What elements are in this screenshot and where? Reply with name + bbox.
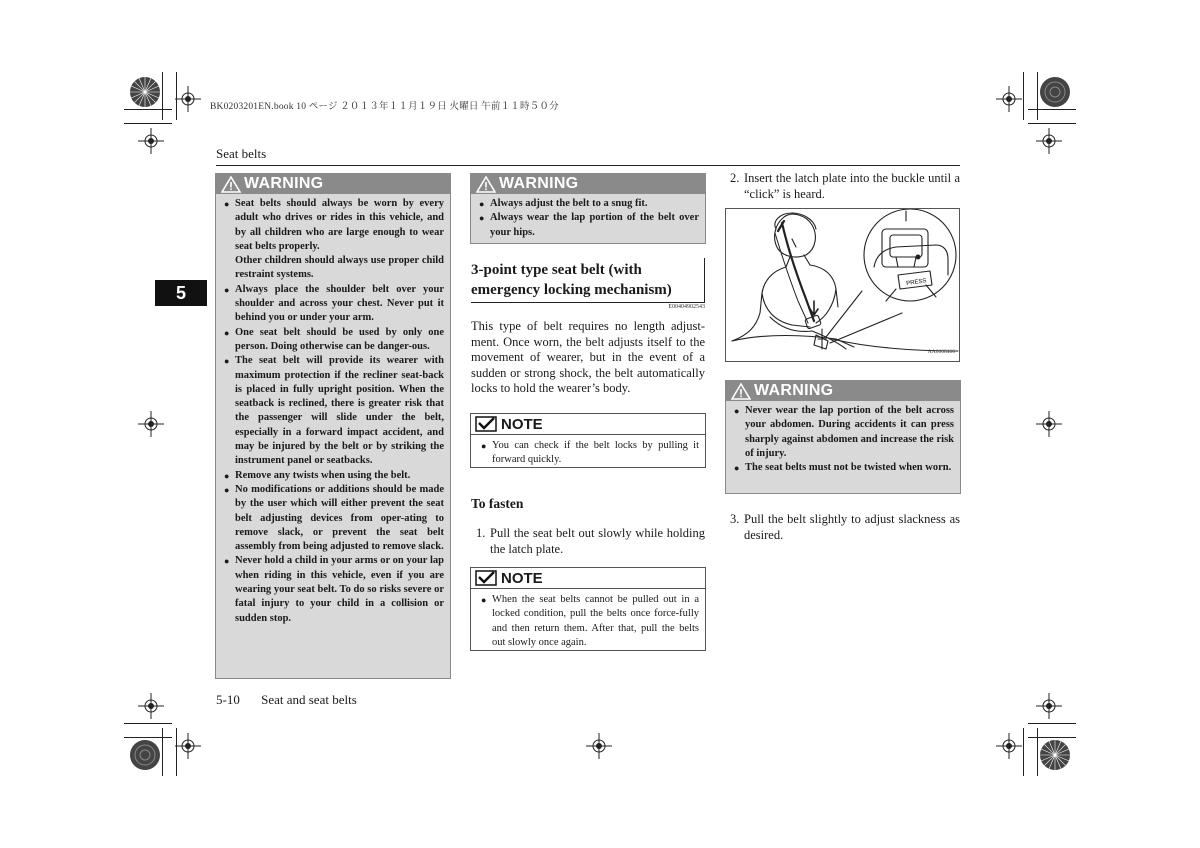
- step-number: 3.: [730, 512, 740, 526]
- note-item: [481, 439, 699, 468]
- figure-code: AA0008466: [927, 349, 955, 355]
- note-title: NOTE: [501, 569, 543, 587]
- warning-triangle-icon: [221, 176, 241, 193]
- bullet-dot: ●: [734, 463, 740, 474]
- crosshair-registration-icon: [586, 733, 612, 759]
- step-text: Pull the seat belt out slowly while holding the latch plate.: [490, 526, 705, 556]
- bullet-dot: ●: [224, 327, 230, 338]
- warning-item: [224, 554, 444, 625]
- section-title-line1: 3-point type seat belt (with: [471, 262, 642, 278]
- warning-item: [734, 461, 954, 475]
- section-heading: [471, 260, 705, 300]
- warning-item-text: No modifications or additions should be made by the user which will either prevent the seat belt adjusting devices from oper-ating to remove slack, or prevent the seat belt assembly from being adjusted to remove slack.: [235, 483, 444, 553]
- note-item-text: You can check if the belt locks by pulling it forward quickly.: [492, 440, 699, 466]
- warning-box-middle: [470, 173, 706, 244]
- crosshair-registration-icon: [1036, 693, 1062, 719]
- note-box-2: [470, 567, 706, 651]
- crosshair-registration-icon: [138, 411, 164, 437]
- warning-header: [726, 381, 960, 401]
- warning-triangle-icon: [731, 383, 751, 400]
- crosshair-registration-icon: [996, 733, 1022, 759]
- print-slug: BK0203201EN.book 10 ページ ２０１３年１１月１９日 火曜日 午前１１時５０分: [210, 102, 559, 112]
- page-footer: [216, 692, 357, 708]
- crosshair-registration-icon: [996, 86, 1022, 112]
- bullet-dot: ●: [224, 284, 230, 295]
- registration-rosette-icon: [1038, 75, 1072, 109]
- header-rule: [216, 165, 960, 166]
- warning-item-text: Always adjust the belt to a snug fit.: [490, 198, 648, 209]
- registration-rosette-icon: [128, 738, 162, 772]
- warning-title: WARNING: [244, 175, 324, 192]
- warning-item-text: Seat belts should always be worn by every adult who drives or rides in this vehicle, and by all children who are large enough to wear seat belts properly.: [235, 198, 444, 252]
- warning-item: [479, 211, 699, 240]
- chapter-tab: 5: [155, 280, 207, 306]
- warning-title: WARNING: [754, 382, 834, 399]
- crosshair-registration-icon: [175, 86, 201, 112]
- note-box-1: [470, 413, 706, 468]
- bullet-dot: ●: [481, 595, 487, 605]
- bullet-dot: ●: [224, 356, 230, 367]
- warning-item-subtext: Other children should always use proper child restraint systems.: [235, 255, 444, 281]
- step-3: [730, 512, 960, 543]
- step-number: 2.: [730, 171, 740, 185]
- buckle-label: PRESS: [905, 278, 927, 288]
- step-2: [730, 171, 960, 202]
- warning-item-text: The seat belt will provide its wearer with maximum protection if the recliner seat-back is placed in fully upright position. When the seatback is reclined, there is greater risk that the passenger will slide under the belt, especially in a forward impact accident, and may be injured by the belt or by striking the instrument panel or seatbacks.: [235, 355, 444, 467]
- bullet-dot: ●: [224, 199, 230, 209]
- bullet-dot: ●: [734, 406, 740, 416]
- warning-item-text: Never wear the lap portion of the belt across your abdomen. During accidents it can press sharply against abdomen and increase the risk of injury.: [745, 405, 954, 459]
- page-number: 5-10: [216, 692, 240, 707]
- warning-item: [734, 404, 954, 461]
- warning-triangle-icon: [476, 176, 496, 193]
- section-code: E00404902543: [668, 304, 705, 310]
- note-item-text: When the seat belts cannot be pulled out in a locked condition, pull the belts once force-fully and then return them. After that, pull the belts out slowly once again.: [492, 594, 699, 648]
- note-checkmark-icon: [475, 416, 497, 432]
- warning-item: [224, 354, 444, 468]
- warning-box-left: [215, 173, 451, 679]
- note-body: [471, 435, 705, 473]
- seat-belt-figure-drawing: [726, 209, 959, 361]
- crosshair-registration-icon: [138, 128, 164, 154]
- step-text: Pull the belt slightly to adjust slackness as desired.: [744, 512, 960, 542]
- warning-item: [224, 326, 444, 355]
- section-paragraph: This type of belt requires no length adjust-ment. Once worn, the belt adjusts itself to the movement of wearer, but in the event of a sudden or strong shock, the belt automatically locks to hold the wearer’s body.: [471, 319, 705, 395]
- note-body: [471, 589, 705, 655]
- warning-title: WARNING: [499, 175, 579, 192]
- footer-section: Seat and seat belts: [261, 692, 357, 707]
- registration-rosette-icon: [1038, 738, 1072, 772]
- warning-body: [216, 194, 450, 630]
- note-header: [471, 414, 705, 435]
- warning-item: [224, 197, 444, 283]
- warning-body: [726, 401, 960, 479]
- warning-header: [216, 174, 450, 194]
- warning-item-text: Never hold a child in your arms or on your lap when riding in this vehicle, even if you are wearing your seat belt. To do so risks severe or fatal injury to your child in a collision or sudden stop.: [235, 555, 444, 624]
- step-number: 1.: [476, 526, 486, 540]
- bullet-dot: ●: [224, 556, 230, 567]
- warning-item-text: Always place the shoulder belt over your shoulder and across your chest. Never put it behind you or under your arm.: [235, 283, 444, 324]
- section-title-line2: emergency locking mechanism): [471, 282, 672, 298]
- warning-box-right: [725, 380, 961, 494]
- bullet-dot: ●: [479, 213, 485, 224]
- crosshair-registration-icon: [1036, 128, 1062, 154]
- note-checkmark-icon: [475, 570, 497, 586]
- crosshair-registration-icon: [1036, 411, 1062, 437]
- warning-item: [224, 283, 444, 326]
- note-item: [481, 593, 699, 650]
- warning-item-text: The seat belts must not be twisted when worn.: [745, 462, 952, 474]
- warning-item-text: One seat belt should be used by only one person. Doing otherwise can be danger-ous.: [235, 326, 444, 352]
- to-fasten-heading: To fasten: [471, 496, 524, 511]
- crosshair-registration-icon: [175, 733, 201, 759]
- bullet-dot: ●: [481, 441, 487, 451]
- warning-item: [224, 483, 444, 554]
- warning-header: [471, 174, 705, 194]
- bullet-dot: ●: [224, 484, 230, 495]
- step-text: Insert the latch plate into the buckle until a “click” is heard.: [744, 171, 960, 201]
- bullet-dot: ●: [479, 199, 485, 209]
- warning-item-text: Remove any twists when using the belt.: [235, 469, 411, 481]
- running-head: Seat belts: [216, 146, 267, 161]
- warning-body: [471, 194, 705, 244]
- bullet-dot: ●: [224, 470, 230, 481]
- warning-item-text: Always wear the lap portion of the belt over your hips.: [490, 212, 699, 238]
- crosshair-registration-icon: [138, 693, 164, 719]
- warning-item: [479, 197, 699, 211]
- section-title-rule: [471, 302, 705, 303]
- seat-belt-illustration: [725, 208, 960, 362]
- note-title: NOTE: [501, 415, 543, 433]
- note-header: [471, 568, 705, 589]
- warning-item: [224, 469, 444, 483]
- step-1: [476, 526, 705, 557]
- section-title-rule-vertical: [704, 258, 705, 302]
- registration-rosette-icon: [128, 75, 162, 109]
